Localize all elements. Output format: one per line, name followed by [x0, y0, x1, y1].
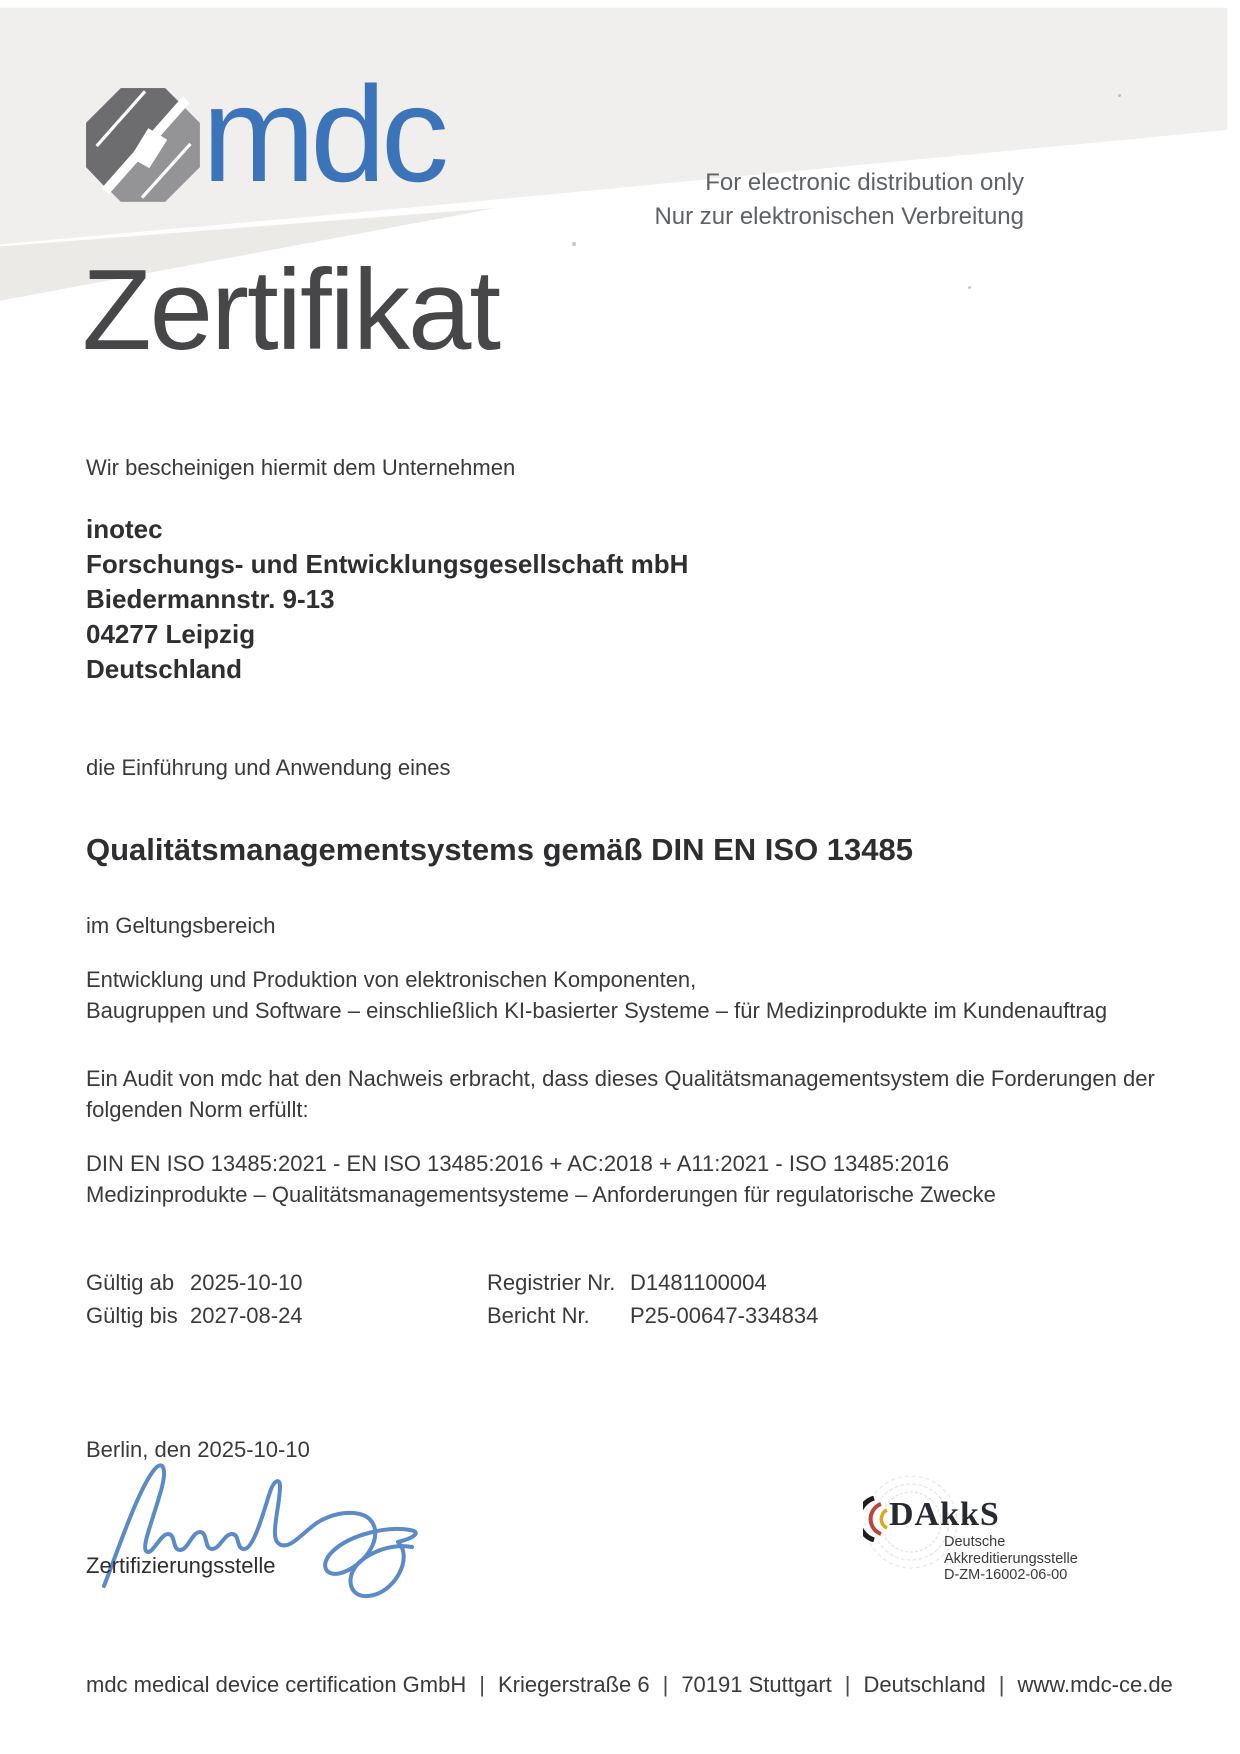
footer-separator: |: [479, 1672, 485, 1697]
dakks-accreditation-logo: [855, 1480, 1115, 1600]
footer-website: www.mdc-ce.de: [1017, 1672, 1173, 1697]
audit-statement: [86, 1063, 1155, 1125]
audit-line-1: Ein Audit von mdc hat den Nachweis erbracht, dass dieses Qualitätsmanagementsystem die Forderungen der: [86, 1066, 1155, 1091]
scan-speckle: [968, 286, 971, 289]
footer-line: [86, 1672, 1173, 1698]
signatory-role: Zertifizierungsstelle: [86, 1553, 276, 1578]
company-address-block: [86, 512, 688, 687]
register-number-label: Registrier Nr.: [487, 1270, 616, 1295]
company-legal-name: Forschungs- und Entwicklungsgesellschaft mbH: [86, 549, 689, 579]
standard-heading: Qualitätsmanagementsystems gemäß DIN EN ISO 13485: [86, 832, 913, 867]
intro-line: Wir bescheinigen hiermit dem Unternehmen: [86, 455, 516, 480]
footer-separator: |: [662, 1672, 669, 1697]
footer-separator: |: [998, 1672, 1005, 1697]
company-name: inotec: [86, 514, 163, 544]
scope-label: im Geltungsbereich: [86, 913, 276, 938]
dakks-arcs-icon: [863, 1496, 889, 1542]
footer-street: Kriegerstraße 6: [497, 1672, 650, 1697]
norm-line-1: DIN EN ISO 13485:2021 - EN ISO 13485:2016 + AC:2018 + A11:2021 - ISO 13485:2016: [86, 1151, 950, 1176]
mdc-logo-text: mdc: [202, 58, 444, 210]
statement-intro: die Einführung und Anwendung eines: [86, 755, 451, 780]
mdc-logo: [84, 58, 444, 210]
scope-line-2: Baugruppen und Software – einschließlich KI-basierter Systeme – für Medizinprodukte im Kundenauftrag: [86, 998, 1108, 1023]
dakks-wordmark: DAkkS: [889, 1496, 1000, 1533]
valid-to-value: 2027-08-24: [190, 1303, 303, 1328]
dakks-line-deutsche: Deutsche: [944, 1534, 1006, 1550]
register-number-value: D1481100004: [630, 1270, 767, 1295]
dakks-sub-text: [944, 1534, 1078, 1584]
scan-speckle: [1118, 94, 1121, 97]
report-number-value: P25-00647-334834: [630, 1303, 819, 1328]
footer-company: mdc medical device certification GmbH: [86, 1672, 467, 1697]
place-and-date: Berlin, den 2025-10-10: [86, 1437, 310, 1462]
distribution-note-en: For electronic distribution only: [705, 169, 1024, 196]
report-number-label: Bericht Nr.: [487, 1303, 590, 1328]
valid-from-value: 2025-10-10: [190, 1270, 303, 1295]
footer-city: 70191 Stuttgart: [681, 1672, 832, 1697]
company-city: 04277 Leipzig: [86, 619, 256, 649]
distribution-note: [654, 166, 1024, 234]
norm-line-2: Medizinprodukte – Qualitätsmanagementsysteme – Anforderungen für regulatorische Zwecke: [86, 1182, 996, 1207]
company-street: Biedermannstr. 9-13: [86, 584, 335, 614]
signature-scribble: [92, 1448, 422, 1606]
audit-line-2: folgenden Norm erfüllt:: [86, 1097, 309, 1122]
valid-from-label: Gültig ab: [86, 1270, 175, 1295]
scope-line-1: Entwicklung und Produktion von elektronischen Komponenten,: [86, 967, 697, 992]
dakks-registration-id: D-ZM-16002-06-00: [944, 1567, 1068, 1583]
scan-speckle: [572, 242, 576, 246]
footer-separator: |: [844, 1672, 851, 1697]
valid-to-label: Gültig bis: [86, 1303, 178, 1328]
footer-country: Deutschland: [863, 1672, 986, 1697]
dakks-line-akkreditierungsstelle: Akkreditierungsstelle: [944, 1550, 1078, 1567]
company-country: Deutschland: [86, 654, 243, 684]
distribution-note-de: Nur zur elektronischen Verbreitung: [654, 203, 1024, 230]
certificate-title: Zertifikat: [82, 247, 500, 374]
scope-text: [86, 964, 1107, 1026]
mdc-octagon-gem-icon: [84, 86, 202, 204]
norm-reference: [86, 1148, 996, 1210]
